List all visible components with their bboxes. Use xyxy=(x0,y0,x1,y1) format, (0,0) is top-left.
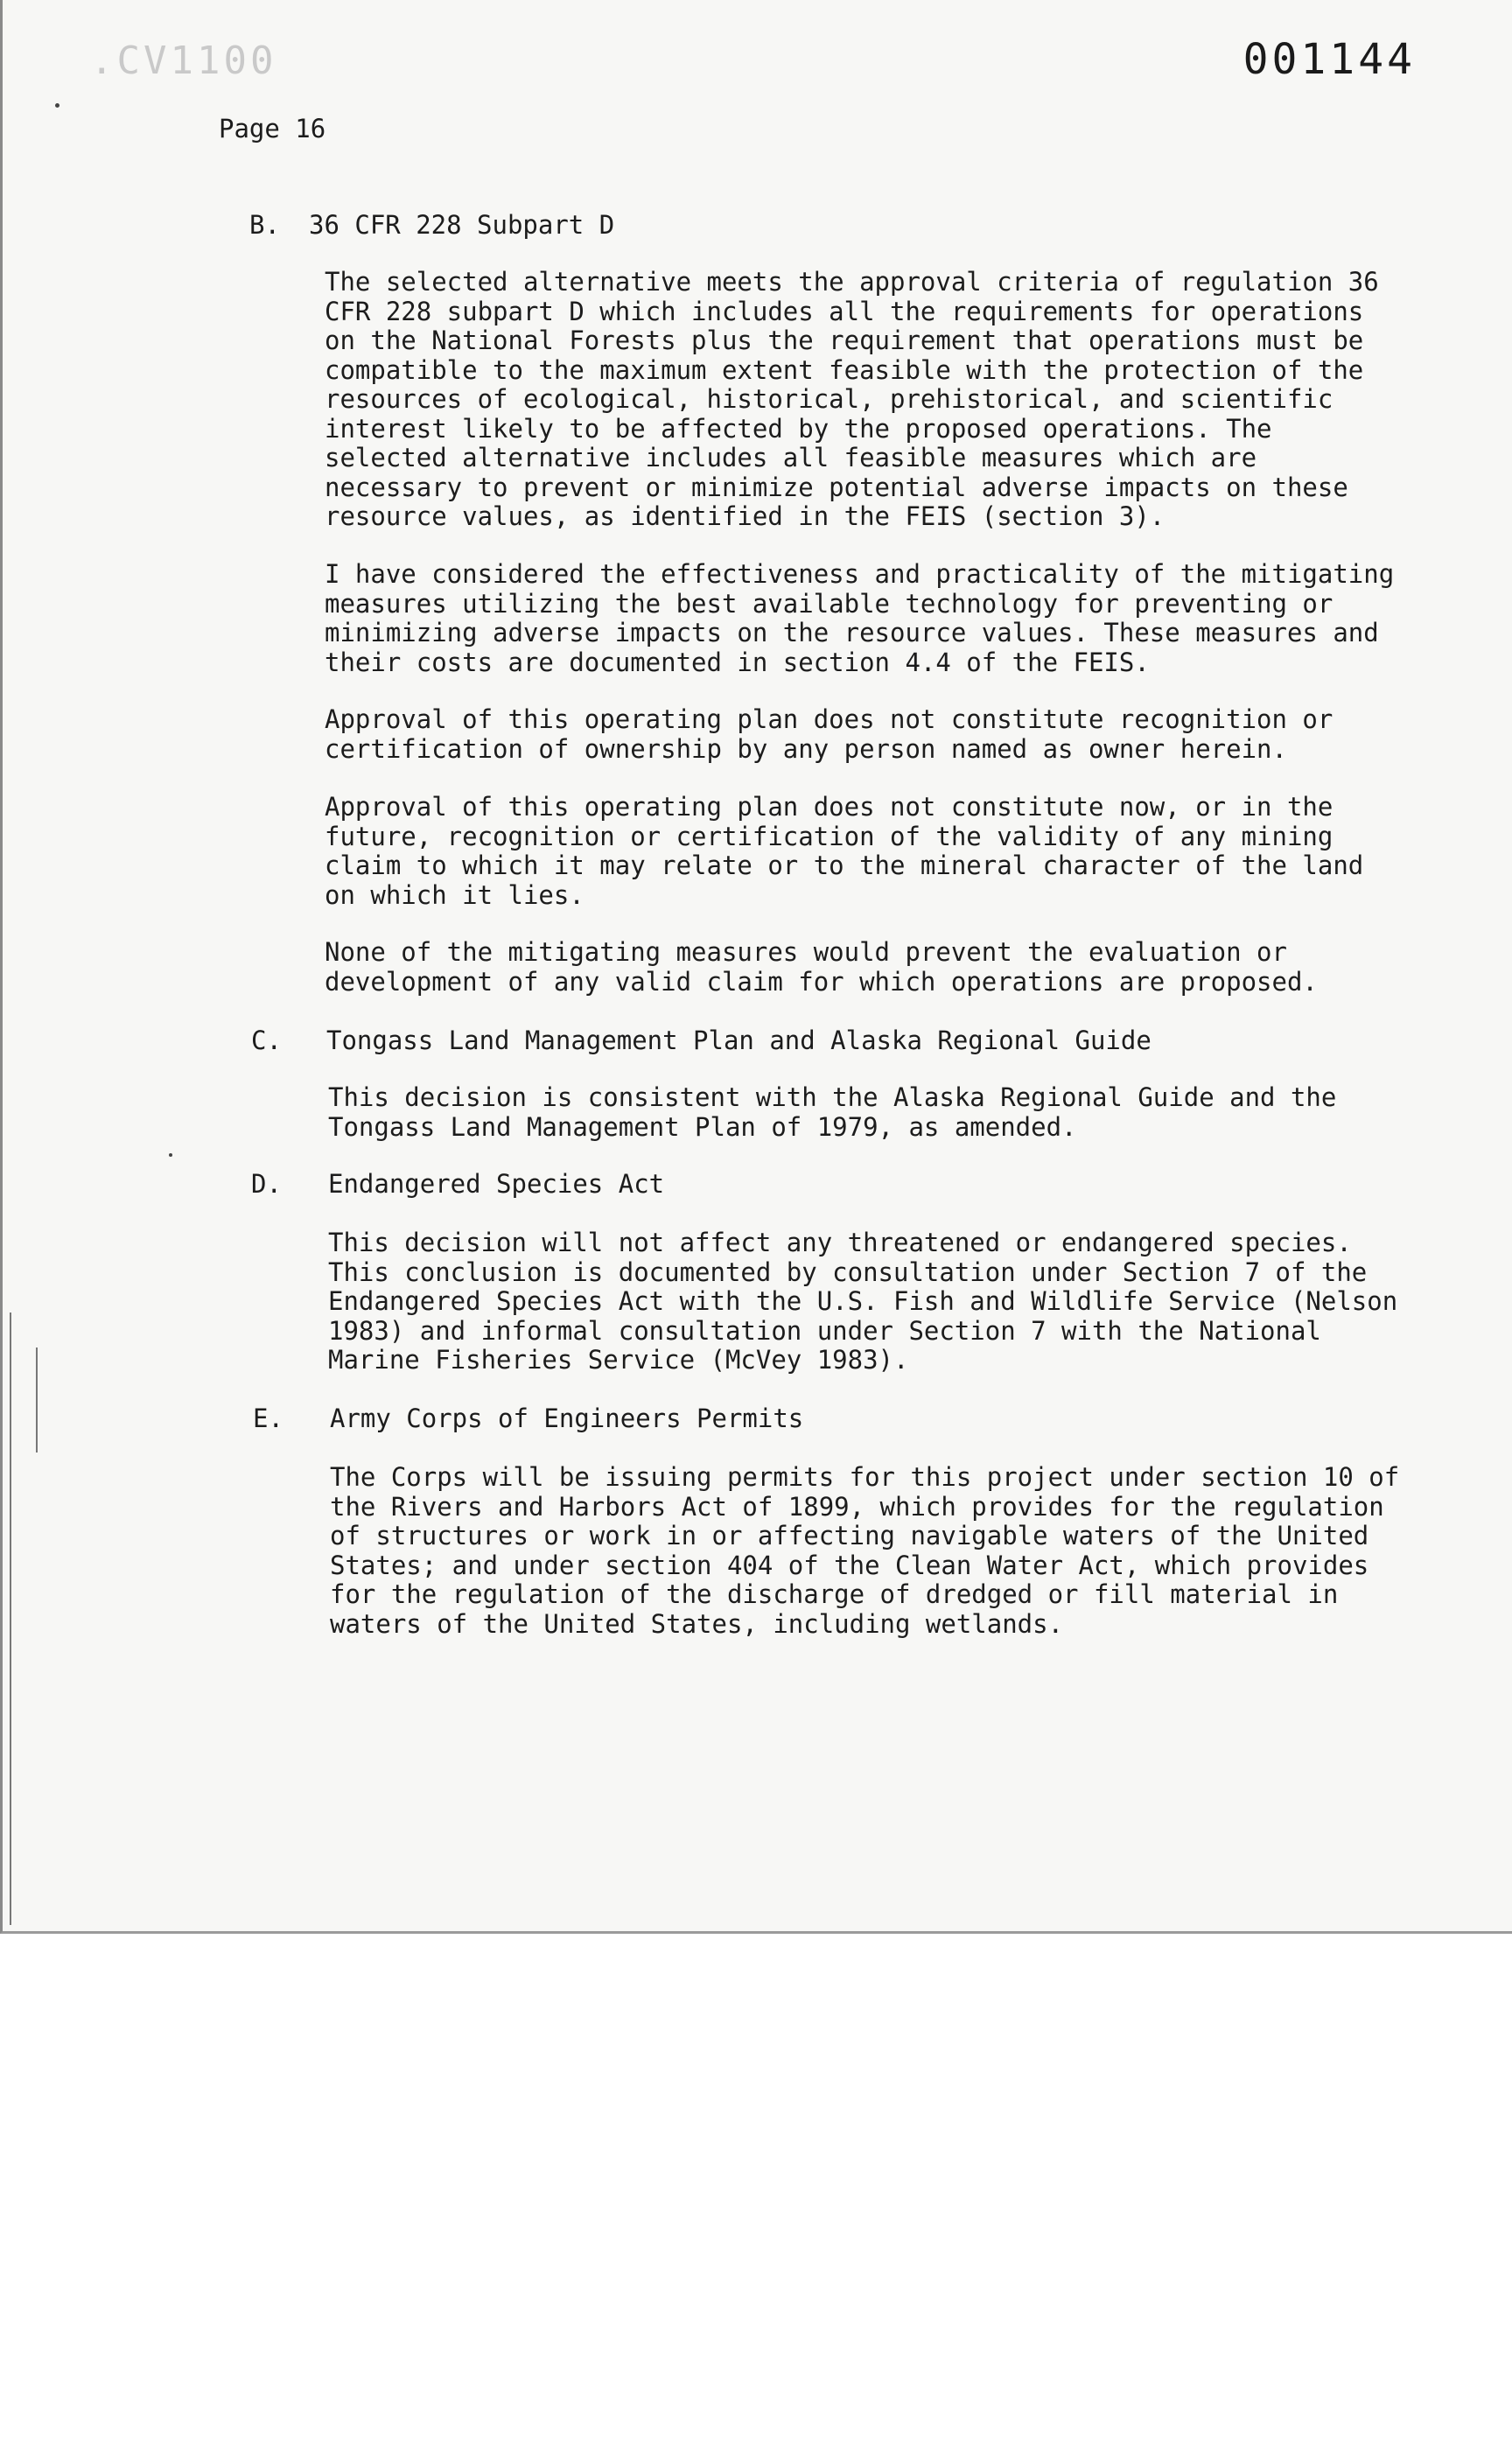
paragraph: This decision will not affect any threatened or endangered species. This conclusion is documented by consultation under Section 7 of the Endangered Species Act with the U.S. Fish and Wildlife Service (Nelson 1983) and informal consultation under Section 7 with the National Marine Fisheries Service (McVey 1983). xyxy=(328,1228,1398,1375)
scan-edge-line xyxy=(10,1312,11,1925)
faint-stamp: .CV1100 xyxy=(90,38,277,83)
paragraph: Approval of this operating plan does not constitute recognition or certification of ownership by any person named as owner herein. xyxy=(325,704,1334,764)
page-number: Page 16 xyxy=(219,114,326,144)
paragraph: None of the mitigating measures would prevent the evaluation or development of any valid claim for which operations are proposed. xyxy=(325,937,1318,997)
section-letter: C. xyxy=(251,1026,282,1055)
paragraph: This decision is consistent with the Alaska Regional Guide and the Tongass Land Management Plan of 1979, as amended. xyxy=(328,1082,1337,1142)
paragraph: I have considered the effectiveness and practicality of the mitigating measures utilizing the best available technology for preventing or minimizing adverse impacts on the resource values. These measures and their costs are documented in section 4.4 of the FEIS. xyxy=(325,559,1395,677)
paragraph: The Corps will be issuing permits for this project under section 10 of the Rivers and Harbors Act of 1899, which provides for the regulation of structures or work in or affecting navigable waters of the United States; and under section 404 of the Clean Water Act, which provides for the regulation of the discharge of dredged or fill material in waters of the United States, including wetlands. xyxy=(330,1462,1400,1639)
section-title: Army Corps of Engineers Permits xyxy=(330,1404,804,1433)
document-number-stamp: 001144 xyxy=(1242,35,1416,84)
scan-edge-line xyxy=(36,1348,38,1452)
section-letter: B. xyxy=(249,210,280,240)
scan-speck xyxy=(169,1153,172,1157)
section-title: Endangered Species Act xyxy=(328,1169,665,1199)
scan-speck xyxy=(55,103,60,108)
paragraph: Approval of this operating plan does not constitute now, or in the future, recognition or certification of the validity of any mining claim to which it may relate or to the mineral character of the land on which it lies. xyxy=(325,792,1364,910)
section-letter: E. xyxy=(253,1404,284,1433)
section-title: Tongass Land Management Plan and Alaska Regional Guide xyxy=(326,1026,1152,1055)
section-letter: D. xyxy=(251,1169,282,1199)
section-title: 36 CFR 228 Subpart D xyxy=(309,210,615,240)
paragraph: The selected alternative meets the approval criteria of regulation 36 CFR 228 subpart D which includes all the requirements for operations on the National Forests plus the requirement that operations must be compatible to the maximum extent feasible with the protection of the resources of ecological, historical, prehistorical, and scientific interest likely to be affected by the proposed operations. The selected alternative includes all feasible measures which are necessary to prevent or minimize potential adverse impacts on these resource values, as identified in the FEIS (section 3). xyxy=(325,267,1379,531)
